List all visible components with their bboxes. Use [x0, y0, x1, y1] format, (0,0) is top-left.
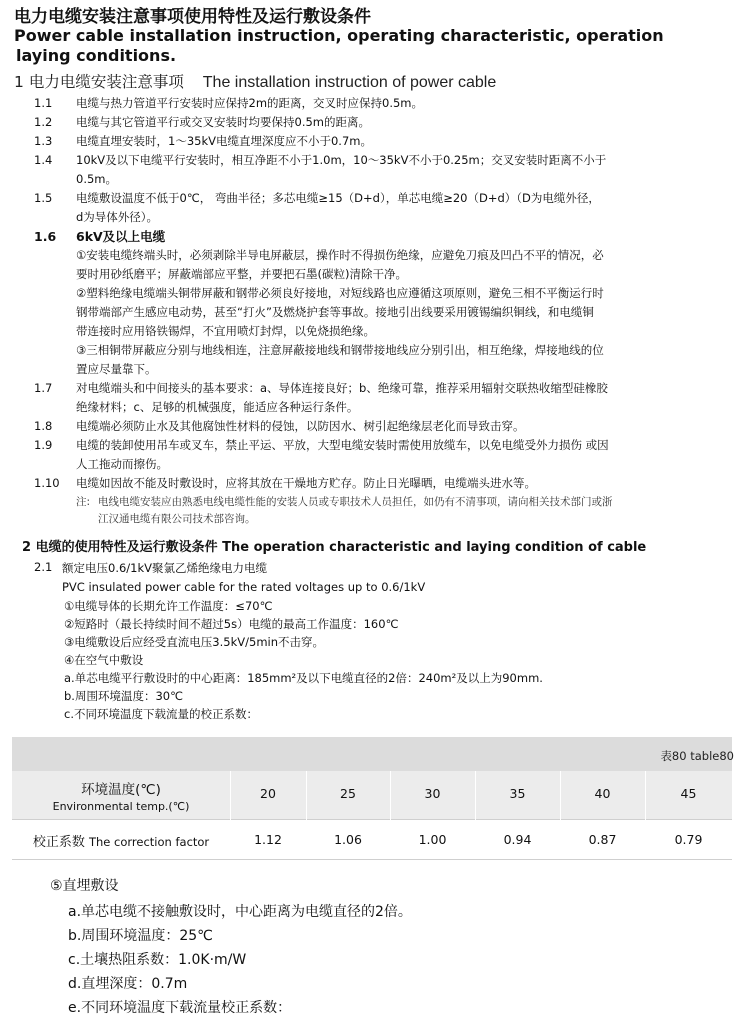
item-text: 带连接时应用铬铁锡焊，不宜用喷灯封焊，以免烧损绝缘。	[76, 324, 375, 338]
table-caption-bar	[12, 737, 732, 771]
item-text: 电缆与其它管道平行或交叉安装时均要保持0.5m的距离。	[76, 115, 370, 129]
item-number: 1.8	[34, 419, 53, 433]
burial-line: d.直埋深度：0.7m	[68, 976, 188, 992]
burial-line: e.不同环境温度下载流量校正系数：	[68, 1000, 292, 1016]
table-cell-temp: 30	[424, 786, 441, 801]
item-number: 1.10	[34, 476, 60, 490]
direct-burial-heading: ⑤直埋敷设	[50, 878, 119, 894]
section1-title-en: The installation instruction of power cable	[202, 74, 497, 91]
section1-title-cn: 电力电缆安装注意事项	[28, 73, 184, 91]
table-divider	[12, 819, 732, 820]
table-caption: 表80 table80	[660, 749, 734, 763]
table-cell-temp: 35	[509, 786, 526, 801]
item-text: 电缆的装卸使用吊车或叉车，禁止平运、平放，大型电缆安装时需使用放缆车，以免电缆受外力损伤 或因	[76, 438, 609, 452]
section1-number: 1	[14, 73, 24, 91]
subsection-number: 2.1	[34, 560, 53, 574]
table-cell-factor: 1.00	[418, 832, 447, 847]
spec-line: ③电缆敷设后应经受直流电压3.5kV/5min不击穿。	[64, 635, 325, 649]
burial-line: b.周围环境温度：25℃	[68, 928, 213, 944]
item-text: ③三相铜带屏蔽应分别与地线相连，注意屏蔽接地线和钢带接地线应分别引出，相互绝缘，焊接地线的位	[76, 343, 604, 357]
table-row-header-factor	[12, 831, 230, 850]
note-label: 注:	[76, 496, 91, 508]
table-row-header-en: Environmental temp.(℃)	[52, 800, 190, 813]
item-text: ①安装电缆终端头时，必须剥除半导电屏蔽层，操作时不得损伤绝缘，应避免刀痕及凹凸不平的情况，必	[76, 248, 604, 262]
table-cell-temp: 20	[260, 786, 276, 801]
spec-line: ④在空气中敷设	[64, 653, 144, 667]
table-row-header-cn: 环境温度(℃)	[81, 782, 161, 798]
spec-line: a.单芯电缆平行敷设时的中心距离：185mm²及以下电缆直径的2倍：240m²及以上为90mm.	[64, 671, 543, 685]
table-row-header-en: The correction factor	[88, 835, 210, 849]
burial-line: c.土壤热阻系数：1.0K·m/W	[68, 952, 247, 968]
burial-line: a.单芯电缆不接触敷设时，中心距离为电缆直径的2倍。	[68, 904, 412, 920]
subsection-title-en: PVC insulated power cable for the rated voltages up to 0.6/1kV	[62, 580, 426, 594]
item-text: 10kV及以下电缆平行安装时，相互净距不小于1.0m，10～35kV不小于0.25m；交叉安装时距离不小于	[76, 153, 607, 167]
item-number: 1.3	[34, 134, 53, 148]
spec-line: ①电缆导体的长期允许工作温度：≤70℃	[64, 599, 273, 613]
title-english-line2: laying conditions.	[16, 46, 177, 65]
table-row-header-temperature	[12, 778, 230, 813]
item-number: 1.2	[34, 115, 53, 129]
item-text: ②塑料绝缘电缆端头铜带屏蔽和钢带必须良好接地，对短线路也应遵循这项原则，避免三相不平衡运行时	[76, 286, 604, 300]
item-number: 1.4	[34, 153, 53, 167]
item-number: 1.7	[34, 381, 53, 395]
item-text: 电缆敷设温度不低于0℃， 弯曲半径；多芯电缆≥15（D+d），单芯电缆≥20（D+d）（D为电缆外径，	[76, 191, 600, 205]
item-text: 钢带端部产生感应电动势，甚至“打火”及燃烧护套等事故。接地引出线要采用镀锡编织铜线，和电缆铜	[76, 305, 594, 319]
item-text: d为导体外径）。	[76, 210, 159, 224]
item-number: 1.1	[34, 96, 53, 110]
table-cell-temp: 40	[594, 786, 611, 801]
table-cell-temp: 25	[340, 786, 356, 801]
title-english-line1: Power cable installation instruction, operating characteristic, operation	[14, 26, 664, 45]
table-divider	[12, 859, 732, 860]
item-number: 1.5	[34, 191, 53, 205]
section1-heading	[14, 70, 496, 92]
item-heading: 6kV及以上电缆	[76, 229, 166, 244]
item-text: 电缆如因故不能及时敷设时，应将其放在干燥地方贮存。防止日光曝晒，电缆端头进水等。	[76, 476, 536, 490]
title-chinese: 电力电缆安装注意事项使用特性及运行敷设条件	[14, 7, 371, 27]
item-text: 要时用砂纸磨平；屏蔽端部应平整，并要把石墨(碳粒)清除干净。	[76, 267, 407, 281]
item-text: 电缆直埋安装时，1～35kV电缆直埋深度应不小于0.7m。	[76, 134, 372, 148]
table-cell-factor: 0.79	[674, 832, 703, 847]
item-text: 对电缆端头和中间接头的基本要求：a、导体连接良好；b、绝缘可靠，推荐采用辐射交联热收缩型硅橡胶	[76, 381, 608, 395]
table-row-header-cn: 校正系数	[32, 835, 85, 850]
item-text: 人工拖动而擦伤。	[76, 457, 168, 471]
item-text: 电缆与热力管道平行安装时应保持2m的距离，交叉时应保持0.5m。	[76, 96, 424, 110]
item-text: 电缆端必须防止水及其他腐蚀性材料的侵蚀，以防因水、树引起绝缘层老化而导致击穿。	[76, 419, 525, 433]
spec-line: b.周围环境温度：30℃	[64, 689, 184, 703]
item-number: 1.6	[34, 229, 57, 244]
item-text: 0.5m。	[76, 172, 117, 186]
section2-heading: 2 电缆的使用特性及运行敷设条件 The operation characteristic and laying condition of cable	[22, 540, 647, 555]
spec-line: c.不同环境温度下载流量的校正系数：	[64, 707, 258, 721]
table-cell-factor: 0.94	[503, 832, 532, 847]
table-cell-temp: 45	[680, 786, 697, 801]
item-text: 绝缘材料；c、足够的机械强度，能适应各种运行条件。	[76, 400, 359, 414]
spec-line: ②短路时（最长持续时间不超过5s）电缆的最高工作温度：160℃	[64, 617, 399, 631]
table-cell-factor: 1.12	[254, 832, 282, 847]
item-text: 置应尽量靠下。	[76, 362, 157, 376]
note-text: 江汉通电缆有限公司技术部咨询。	[98, 513, 256, 525]
table-cell-factor: 0.87	[588, 832, 617, 847]
item-number: 1.9	[34, 438, 53, 452]
note-text: 电线电缆安装应由熟悉电线电缆性能的安装人员或专职技术人员担任，如仍有不清事项，请向相关技术部门或浙	[98, 496, 613, 508]
subsection-title-cn: 额定电压0.6/1kV聚氯乙烯绝缘电力电缆	[62, 561, 268, 575]
table-cell-factor: 1.06	[334, 832, 362, 847]
